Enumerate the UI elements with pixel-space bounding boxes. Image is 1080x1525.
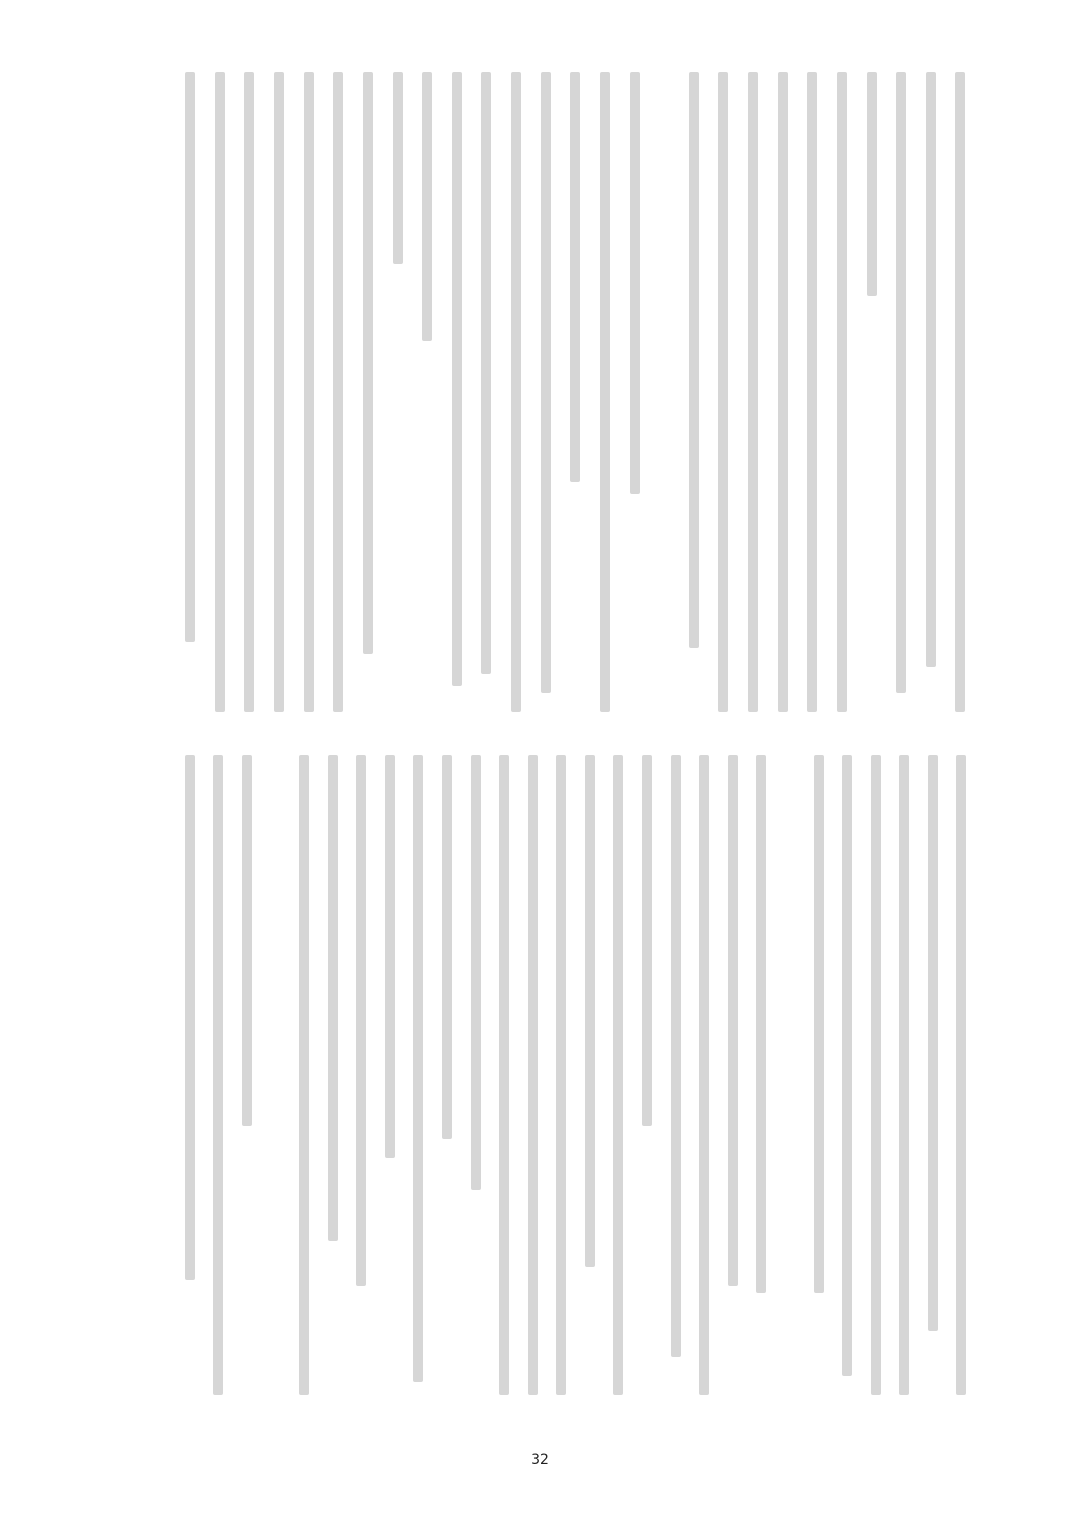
redacted-line <box>642 755 652 1126</box>
redacted-line <box>842 755 852 1376</box>
text-column <box>828 72 852 712</box>
redacted-line <box>385 755 395 1158</box>
redacted-line <box>422 72 432 341</box>
redacted-line <box>363 72 373 654</box>
text-column <box>919 755 942 1395</box>
text-column <box>591 72 615 712</box>
text-column <box>947 755 970 1395</box>
redacted-line <box>304 72 314 712</box>
redacted-line <box>814 755 824 1293</box>
redacted-line <box>528 755 538 1395</box>
text-column <box>917 72 941 712</box>
text-column <box>798 72 822 712</box>
redacted-line <box>333 72 343 712</box>
text-column <box>319 755 342 1395</box>
redacted-line <box>299 755 309 1395</box>
redacted-line <box>413 755 423 1382</box>
text-column <box>490 755 513 1395</box>
redacted-line <box>185 755 195 1280</box>
redacted-line <box>600 72 610 712</box>
redacted-line <box>471 755 481 1190</box>
text-column <box>354 72 378 712</box>
text-column <box>206 72 230 712</box>
text-column <box>747 755 770 1395</box>
redacted-line <box>213 755 223 1395</box>
redacted-line <box>481 72 491 674</box>
redacted-line <box>185 72 195 642</box>
text-column <box>858 72 882 712</box>
text-column <box>176 755 199 1395</box>
text-column <box>887 72 911 712</box>
redacted-line <box>356 755 366 1286</box>
text-column <box>347 755 370 1395</box>
redacted-line <box>867 72 877 296</box>
text-column <box>890 755 913 1395</box>
text-column <box>376 755 399 1395</box>
text-column <box>324 72 348 712</box>
text-column <box>604 755 627 1395</box>
redacted-line <box>242 755 252 1126</box>
redacted-line <box>613 755 623 1395</box>
redacted-line <box>699 755 709 1395</box>
text-column <box>833 755 856 1395</box>
text-column <box>502 72 526 712</box>
text-column <box>290 755 313 1395</box>
redacted-line <box>328 755 338 1241</box>
redacted-line <box>630 72 640 494</box>
redacted-line <box>244 72 254 712</box>
redacted-line <box>499 755 509 1395</box>
text-column <box>650 72 674 712</box>
text-column <box>519 755 542 1395</box>
text-column <box>265 72 289 712</box>
redacted-line <box>585 755 595 1267</box>
redacted-line <box>871 755 881 1395</box>
text-column <box>719 755 742 1395</box>
text-column <box>946 72 970 712</box>
redacted-line <box>899 755 909 1395</box>
redacted-line <box>570 72 580 482</box>
text-column <box>295 72 319 712</box>
redacted-line <box>955 72 965 712</box>
text-column <box>472 72 496 712</box>
redacted-line <box>541 72 551 693</box>
text-column <box>532 72 556 712</box>
text-column <box>433 755 456 1395</box>
text-column <box>176 72 200 712</box>
text-column <box>404 755 427 1395</box>
text-column <box>621 72 645 712</box>
redacted-line <box>393 72 403 264</box>
text-column <box>662 755 685 1395</box>
redacted-line <box>689 72 699 648</box>
redacted-line <box>756 755 766 1293</box>
redacted-line <box>896 72 906 693</box>
redacted-line <box>807 72 817 712</box>
redacted-line <box>718 72 728 712</box>
redacted-line <box>452 72 462 686</box>
text-column <box>709 72 733 712</box>
text-column <box>739 72 763 712</box>
redacted-line <box>837 72 847 712</box>
redacted-line <box>442 755 452 1139</box>
redacted-line <box>926 72 936 667</box>
redacted-line <box>728 755 738 1286</box>
redacted-line <box>748 72 758 712</box>
text-block-bottom-redacted <box>170 755 970 1395</box>
redacted-line <box>556 755 566 1395</box>
text-column <box>769 72 793 712</box>
text-column <box>413 72 437 712</box>
redacted-line <box>671 755 681 1357</box>
text-column <box>233 755 256 1395</box>
text-column <box>576 755 599 1395</box>
text-column <box>462 755 485 1395</box>
text-column <box>690 755 713 1395</box>
page-number: 32 <box>531 1452 549 1468</box>
redacted-line <box>778 72 788 712</box>
text-column <box>262 755 285 1395</box>
text-column <box>862 755 885 1395</box>
text-column <box>443 72 467 712</box>
text-column <box>805 755 828 1395</box>
redacted-line <box>511 72 521 712</box>
text-column <box>776 755 799 1395</box>
redacted-line <box>928 755 938 1331</box>
redacted-line <box>274 72 284 712</box>
text-column <box>633 755 656 1395</box>
text-column <box>204 755 227 1395</box>
redacted-line <box>956 755 966 1395</box>
text-column <box>235 72 259 712</box>
text-column <box>680 72 704 712</box>
text-column <box>561 72 585 712</box>
text-column <box>547 755 570 1395</box>
text-block-top-redacted <box>170 72 970 712</box>
redacted-line <box>215 72 225 712</box>
text-column <box>384 72 408 712</box>
